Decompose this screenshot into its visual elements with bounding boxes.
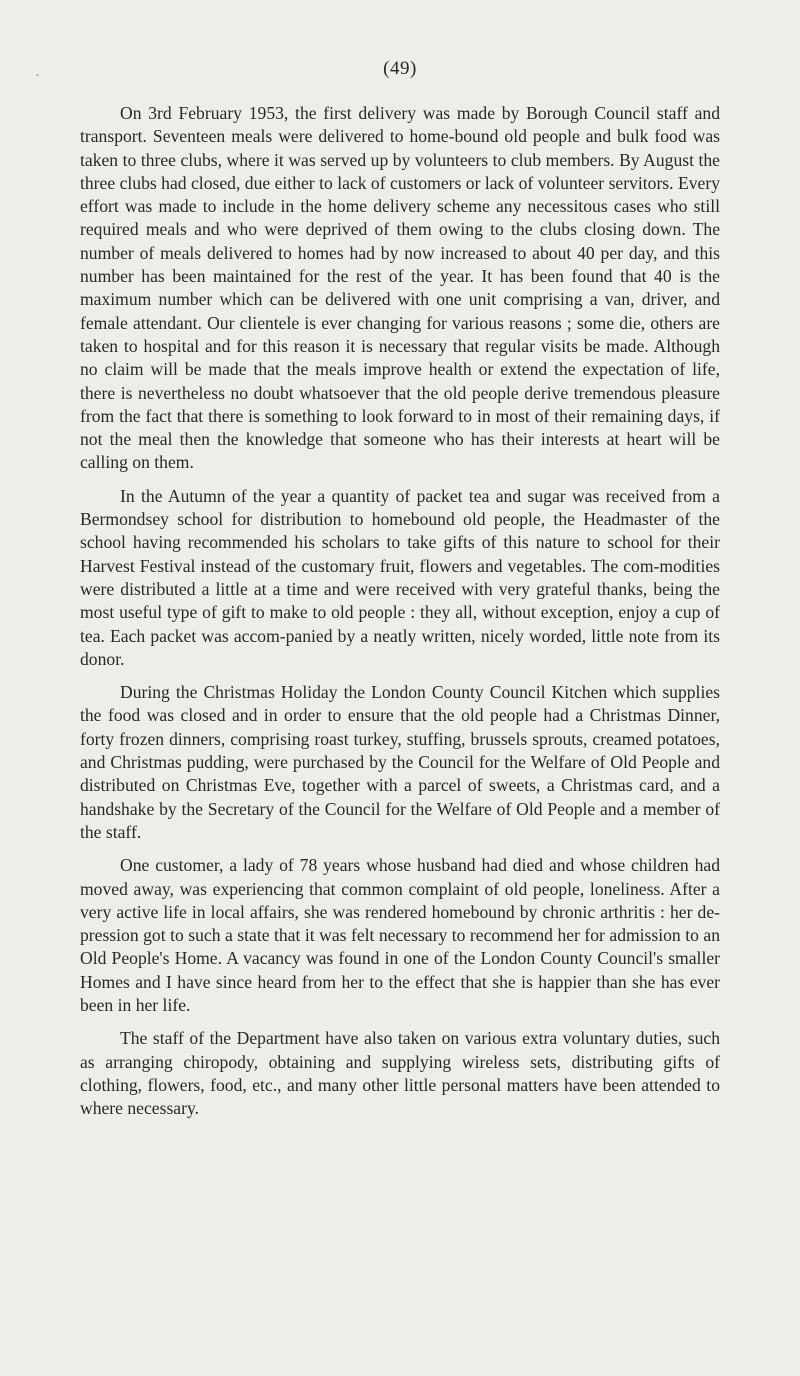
document-page bbox=[80, 58, 720, 1130]
paper-speck bbox=[36, 74, 39, 76]
paragraph-staff-duties: The staff of the Department have also taken on various extra voluntary duties, such as arranging chiropody, obtaining and supplying wireless sets, distributing gifts of clothing, flowers, food, etc., and many other little personal matters have been attended to where necessary. bbox=[80, 1028, 720, 1119]
paragraph-christmas-dinner: During the Christmas Holiday the London County Council Kitchen which supplies the food was closed and in order to ensure that the old people had a Christmas Dinner, forty frozen dinners, comprising roast turkey, stuffing, brussels sprouts, creamed potatoes, and Christmas pudding, were purchased by the Council for the Welfare of Old People and distributed on Christmas Eve, together with a parcel of sweets, a Christmas card, and a handshake by the Secretary of the Council for the Welfare of Old People and a member of the staff. bbox=[80, 682, 720, 842]
paragraph-tea-and-sugar: In the Autumn of the year a quantity of packet tea and sugar was received from a Bermondsey school for distribution to homebound old people, the Headmaster of the school having recommended his scholars to take gifts of this nature to school for their Harvest Festival instead of the customary fruit, flowers and vegetables. The com-modities were distributed a little at a time and were received with very grateful thanks, being the most useful type of gift to make to old people : they all, without exception, enjoy a cup of tea. Each packet was accom-panied by a neatly written, nicely worded, little note from its donor. bbox=[80, 485, 720, 669]
page-number: (49) bbox=[383, 58, 417, 79]
paragraph-lonely-customer: One customer, a lady of 78 years whose husband had died and whose children had moved away, was experiencing that common complaint of old people, loneliness. After a very active life in local affairs, she was rendered homebound by chronic arthritis : her de-pression got to such a state that it was felt necessary to recommend her for admission to an Old People's Home. A vacancy was found in one of the London County Council's smaller Homes and I have since heard from her to the effect that she is happier than she has ever been in her life. bbox=[80, 855, 720, 1015]
paragraph-first-delivery: On 3rd February 1953, the first delivery was made by Borough Council staff and transport. Seventeen meals were delivered to home-bound old people and bulk food was taken to three clubs, where it was served up by volunteers to club members. By August the three clubs had closed, due either to lack of customers or lack of volunteer servitors. Every effort was made to include in the home delivery scheme any necessitous cases who still required meals and who were deprived of them owing to the clubs closing down. The number of meals delivered to homes had by now increased to about 40 per day, and this number has been maintained for the rest of the year. It has been found that 40 is the maximum number which can be delivered with one unit comprising a van, driver, and female attendant. Our clientele is ever changing for various reasons ; some die, others are taken to hospital and for this reason it is necessary that regular visits be made. Although no claim will be made that the meals improve health or extend the expectation of life, there is nevertheless no doubt whatsoever that the old people derive tremendous pleasure from the fact that there is something to look forward to in most of their remaining days, if not the meal then the knowledge that someone who has their interests at heart will be calling on them. bbox=[80, 103, 720, 473]
